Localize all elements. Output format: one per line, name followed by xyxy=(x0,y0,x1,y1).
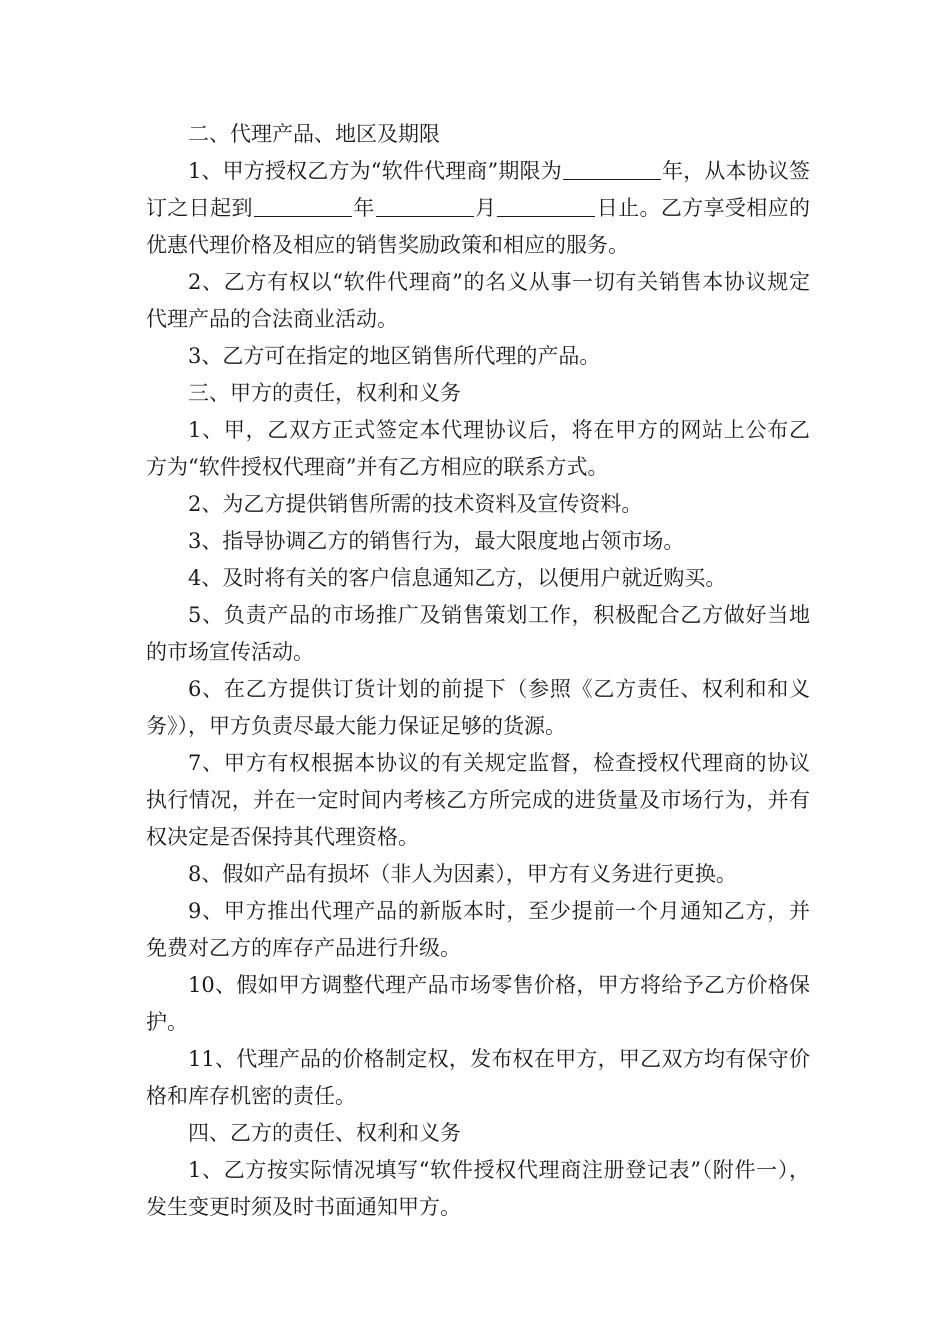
clause-3-4: 4、及时将有关的客户信息通知乙方，以便用户就近购买。 xyxy=(188,566,727,590)
clause-3-9: 9、甲方推出代理产品的新版本时，至少提前一个月通知乙方，并免费对乙方的库存产品进行升级。 xyxy=(146,899,810,960)
clause-text: 年 xyxy=(352,196,375,220)
clause-4-1: 1、乙方按实际情况填写“软件授权代理商注册登记表”（附件一），发生变更时须及时书面通知甲方。 xyxy=(146,1158,810,1219)
section-heading-3: 三、甲方的责任，权利和义务 xyxy=(188,381,461,405)
clause-text: 1、甲方授权乙方为“软件代理商”期限为 xyxy=(188,159,562,183)
clause-2-1 xyxy=(146,153,810,264)
clause-text: 年，从本协议签订之日起到 xyxy=(146,159,810,220)
clause-3-8: 8、假如产品有损坏（非人为因素），甲方有义务进行更换。 xyxy=(188,862,737,886)
clause-3-2: 2、为乙方提供销售所需的技术资料及宣传资料。 xyxy=(188,492,643,516)
clause-3-10: 10、假如甲方调整代理产品市场零售价格，甲方将给予乙方价格保护。 xyxy=(146,973,810,1034)
clause-2-2: 2、乙方有权以“软件代理商”的名义从事一切有关销售本协议规定代理产品的合法商业活动。 xyxy=(146,270,810,331)
blank-field-term[interactable] xyxy=(563,157,661,180)
section-heading-2: 二、代理产品、地区及期限 xyxy=(188,122,440,146)
clause-3-11: 11、代理产品的价格制定权，发布权在甲方，甲乙双方均有保守价格和库存机密的责任。 xyxy=(146,1047,810,1108)
blank-field-day[interactable] xyxy=(497,194,595,217)
section-heading-4: 四、乙方的责任、权利和义务 xyxy=(188,1121,461,1145)
clause-3-7: 7、甲方有权根据本协议的有关规定监督，检查授权代理商的协议执行情况，并在一定时间内考核乙方所完成的进货量及市场行为，并有权决定是否保持其代理资格。 xyxy=(146,751,810,849)
blank-field-year[interactable] xyxy=(254,194,352,217)
clause-3-6: 6、在乙方提供订货计划的前提下（参照《乙方责任、权利和和义务》），甲方负责尽最大能力保证足够的货源。 xyxy=(146,677,810,738)
clause-3-3: 3、指导协调乙方的销售行为，最大限度地占领市场。 xyxy=(188,529,685,553)
clause-2-3: 3、乙方可在指定的地区销售所代理的产品。 xyxy=(188,344,601,368)
clause-text: 日止。乙方享受相应的优惠代理价格及相应的销售奖励政策和相应的服务。 xyxy=(146,196,811,257)
clause-text: 月 xyxy=(474,196,497,220)
document-body xyxy=(146,116,810,1226)
clause-3-5: 5、负责产品的市场推广及销售策划工作，积极配合乙方做好当地的市场宣传活动。 xyxy=(146,603,810,664)
clause-3-1: 1、甲，乙双方正式签定本代理协议后，将在甲方的网站上公布乙方为“软件授权代理商”并有乙方相应的联系方式。 xyxy=(146,418,810,479)
blank-field-month[interactable] xyxy=(376,194,474,217)
